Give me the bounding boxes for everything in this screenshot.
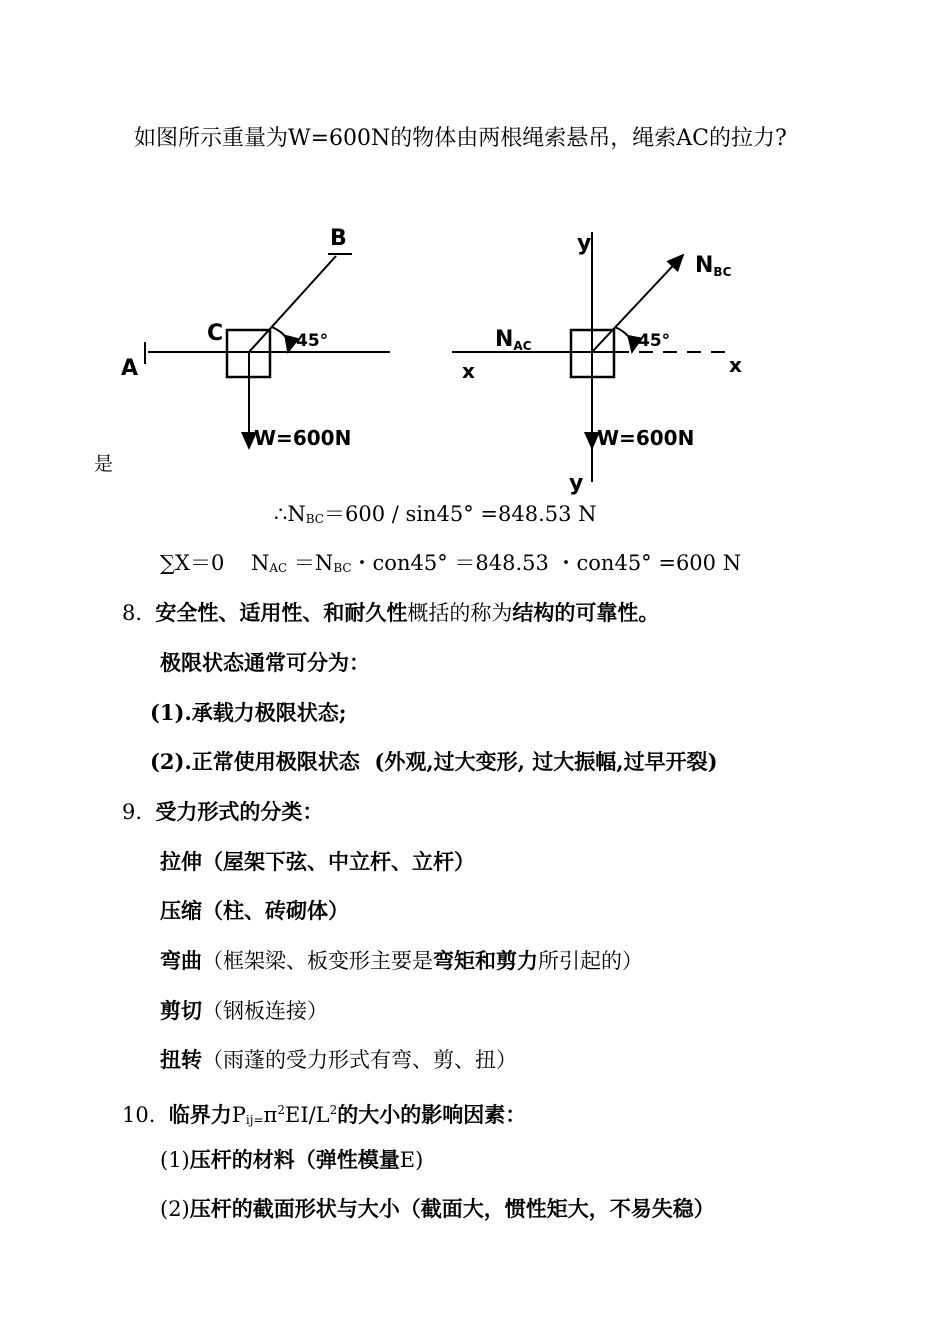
item-9-line-2: 压缩（柱、砖砌体）	[160, 898, 349, 923]
item-8-point-2: (2).正常使用极限状态 (外观,过大变形, 过大振幅,过早开裂)	[150, 749, 718, 774]
item-10-line-1: (1)压杆的材料（弹性模量E)	[160, 1147, 424, 1172]
item-8-subtitle: 极限状态通常可分为：	[160, 650, 370, 675]
item-9: 9. 受力形式的分类：	[122, 799, 324, 824]
label-a: A	[121, 356, 139, 381]
equation-1: $\therefore N_{BC}=600 / \sin 45^\circ =848.53$ N	[274, 502, 597, 526]
question-text: 如图所示重量为W=600N的物体由两根绳索悬吊，绳索AC的拉力?	[134, 126, 787, 151]
label-b: B	[330, 226, 347, 251]
right-diagram	[452, 231, 742, 496]
force-diagram	[0, 200, 950, 500]
label-x-right: x	[729, 353, 742, 377]
label-y-bottom: y	[569, 471, 584, 496]
item-10-line-2: (2)压杆的截面形状与大小（截面大，惯性矩大，不易失稳）	[160, 1196, 715, 1221]
item-8: 8. 安全性、适用性、和耐久性概括的称为结构的可靠性。	[122, 600, 660, 625]
label-y-top: y	[577, 231, 592, 256]
label-c: C	[207, 321, 224, 346]
item-9-line-3: 弯曲（框架梁、板变形主要是弯矩和剪力所引起的）	[160, 948, 643, 973]
weight-label: W=600N	[254, 426, 352, 450]
angle-label: 45°	[296, 331, 329, 351]
angle-arc-fbd	[615, 327, 632, 352]
equation-2: ∑X＝0 $N_{AC} =N_{BC}$・con45° ＝848.53 ・con45° =600 N	[160, 551, 742, 575]
angle-arc	[272, 327, 289, 352]
item-8-point-1: (1).承载力极限状态;	[150, 700, 347, 725]
item-10: 10. 临界力$P_{ij=}\pi^2EI/L^2$的大小的影响因素：	[122, 1102, 527, 1127]
label-x-left: x	[462, 359, 475, 383]
weight-label-fbd: W=600N	[597, 426, 695, 450]
item-9-line-1: 拉伸（屋架下弦、中立杆、立杆）	[160, 849, 475, 874]
left-diagram	[121, 226, 390, 450]
item-9-line-4: 剪切（钢板连接）	[160, 998, 328, 1023]
label-nac: NAC	[495, 327, 532, 353]
side-char: 是	[94, 453, 114, 475]
angle-label-fbd: 45°	[638, 331, 671, 351]
item-9-line-5: 扭转（雨蓬的受力形式有弯、剪、扭）	[160, 1047, 517, 1072]
label-nbc: NBC	[695, 253, 732, 279]
